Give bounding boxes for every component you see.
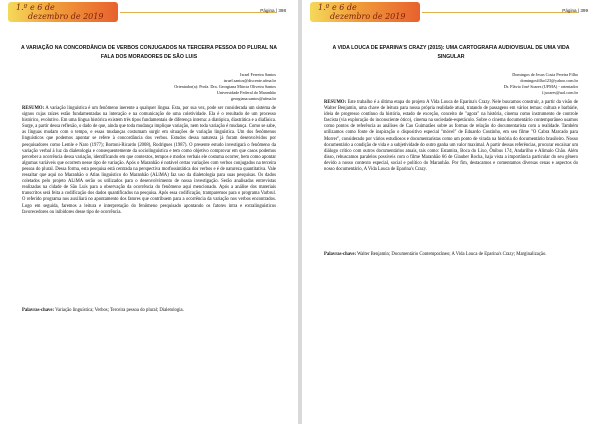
abstract bbox=[324, 100, 578, 173]
keywords bbox=[22, 308, 276, 314]
logo-line-1: 1.º e 6 de bbox=[318, 3, 357, 12]
header-rule bbox=[422, 12, 578, 13]
author-block bbox=[504, 72, 578, 96]
keywords-label: Palavras-chave: bbox=[22, 308, 55, 313]
abstract-label: RESUMO: bbox=[22, 106, 45, 111]
author-line: f.jsoares@uol.com.br bbox=[541, 90, 578, 95]
abstract bbox=[22, 106, 276, 216]
author-line: Domingos de Jesus Costa Pereira Filho bbox=[512, 72, 578, 77]
abstract-text: Este trabalho é a última etapa do projeto A Vida Louca de Eparina's Crazy. Nele buscamos construir, a partir da visão de Walter Benjamin, uma chave de leitura para nossa própria realidade atual, tratando de passagens em vários temas: cultura e barbárie, ideia de progresso contínuo da história, estado de exceção, conceito de "agora" na história, cinema como instrumento de controle fascista (via exploração do inconsciente ótico), cinema na sociedade-espetáculo. Sobre o cinema documentário contemporâneo usamos como pontos de referência as análises de Cao Guimarães sobre as formas de relação do documentarista com a realidade. Também utilizamos como fonte de inspiração o dispositivo especial "móvel" de Eduardo Coutinho, em seu filme "O Cabra Marcado para Morrer", considerado por vários estudiosos e documentaristas como um ponto de virada na história do documentário brasileiro. Nosso documentário a condição de vida e a subjetividade do outro ganha um valor maximal. A partir dessas referências, procurar encaixar um diálogo crítico com outros documentários atuais, tais como: Estamira, Boca do Lixo, Ônibus 174, Andarilho e Alimalo Chão. Além disso, rebuscamos paralelos possíveis com o filme Maranhão 66 de Glauber Rocha, haja vista a importância particular do seu gênero devido a nosso contexto especial, social e político do Maranhão. Por fim, destacamos e comentamos diversas cenas e aspectos do nosso documentário, A Vida Louca de Eparina's Crazy. bbox=[324, 100, 579, 173]
logo-line-2: dezembro de 2019 bbox=[28, 12, 104, 21]
abstract-text: A variação linguística é um fenômeno inerente a qualquer língua. Esta, por sua vez, pode ser considerada um sistema de signos cujas raízes estão fundamentadas na interação e na comunicação de uma coletividade. Ela é o resultado de um processo histórico, evolutivo. Em uma língua histórica existem três tipos fundamentais de diferença interna: a diatópica, diastrática e a diafásica. Surge, a partir dessa reflexão, o dado de que, ainda que toda mudança implique variação, nem toda variação é mudança. Como se sabe, as línguas mudam com o tempo, e essas mudanças costumam surgir em situações de variação linguística. Um dos fenômenos linguísticos que podemos apontar se refere à concordância dos verbos. Estudos dessa natureza já foram desenvolvidos por pesquisadores como Lemle e Naro (1977); Bortoni-Ricardo (2008), Rodrigues (1987). O presente estudo investigará o fenômeno da variação verbal à luz da dialetologia e consequentemente da sociolinguística e tem como objetivo comprovar em que casos podemos perceber a ocorrência dessa variação, identificando em que contextos, tempos e modos verbais ele costuma ocorrer, bem como apontar algumas variáveis que ocorrem nesse tipo de variação. Após o Maranhão é notável certas variações com verbos conjugados na terceira pessoa do plural. Dessa forma, esta pesquisa está centrada na perspectiva morfossintática dos verbos e é de natureza quantitativa. Vale ressaltar que aqui no Maranhão o Atlas linguístico do Maranhão (ALiMA) faz uso da dialetologia para suas pesquisas. Os dados coletados pelo projeto ALiMA serão os utilizados para o desenvolvimento de nossa investigação. Serão analisadas entrevistas realizadas na cidade de São Luís para a observação da ocorrência do fenômeno aqui mencionado. Após a análise dos materiais transcritos será feita a codificação dos dados quantificados na pesquisa. Após essa codificação, tramparemos para o programa Varbrul. O referido programa nos auxiliará no apontamento dos fatores que contribuem para a ocorrência da variação nos verbos encontrados. Logo em seguida, faremos a leitura e interpretação do fenômeno pesquisado apontando os fatores intra e extralinguísticos favorecedores ou inibidores desse tipo de ocorrência. bbox=[22, 106, 276, 215]
author-line: georgiana.santos@ufma.br bbox=[231, 96, 276, 101]
author-line: Universidade Federal do Maranhão bbox=[216, 90, 276, 95]
left-page bbox=[0, 0, 298, 424]
keywords-text: Variação linguística; Verbos; Terceira pessoa do plural; Dialetologia. bbox=[55, 308, 184, 313]
logo-line-2: dezembro de 2019 bbox=[330, 12, 406, 21]
author-line: Israel Ferreira Santos bbox=[240, 72, 276, 77]
left-header bbox=[0, 0, 298, 24]
author-block bbox=[174, 72, 276, 102]
paper-title: A VARIAÇÃO NA CONCORDÂNCIA DE VERBOS CONJUGADOS NA TERCEIRA PESSOA DO PLURAL NA FALA DOS MORADORES DE SÃO LUIS bbox=[20, 45, 278, 60]
author-line: Orientador(a): Profa. Dra. Georgiana Márcia Oliveira Santos bbox=[174, 84, 276, 89]
event-logo bbox=[8, 2, 118, 22]
paper-title: A VIDA LOUCA DE EPARINA'S CRAZY (2015): UMA CARTOGRAFIA AUDIOVISUAL DE UMA VIDA SINGULAR bbox=[332, 45, 570, 60]
right-page bbox=[302, 0, 600, 424]
header-rule bbox=[120, 12, 276, 13]
author-line: Dr. Flávio José Soares (UFMA) - orientador bbox=[503, 84, 578, 89]
right-header bbox=[302, 0, 600, 24]
abstract-label: RESUMO: bbox=[324, 100, 347, 105]
author-line: domingosfilho123@yahoo.com.br bbox=[520, 78, 578, 83]
keywords-label: Palavras-chave: bbox=[324, 252, 357, 257]
keywords-text: Walter Benjamin; Documentário Contemporâneo; A Vida Louca de Eparina's Crazy; Marginalização. bbox=[357, 252, 547, 257]
author-line: israel.santos@discente.ufma.br bbox=[223, 78, 276, 83]
logo-line-1: 1.º e 6 de bbox=[16, 3, 55, 12]
page-number: Página | 398 bbox=[260, 8, 286, 13]
keywords bbox=[324, 252, 578, 258]
page-number: Página | 399 bbox=[562, 8, 588, 13]
event-logo bbox=[310, 2, 420, 22]
